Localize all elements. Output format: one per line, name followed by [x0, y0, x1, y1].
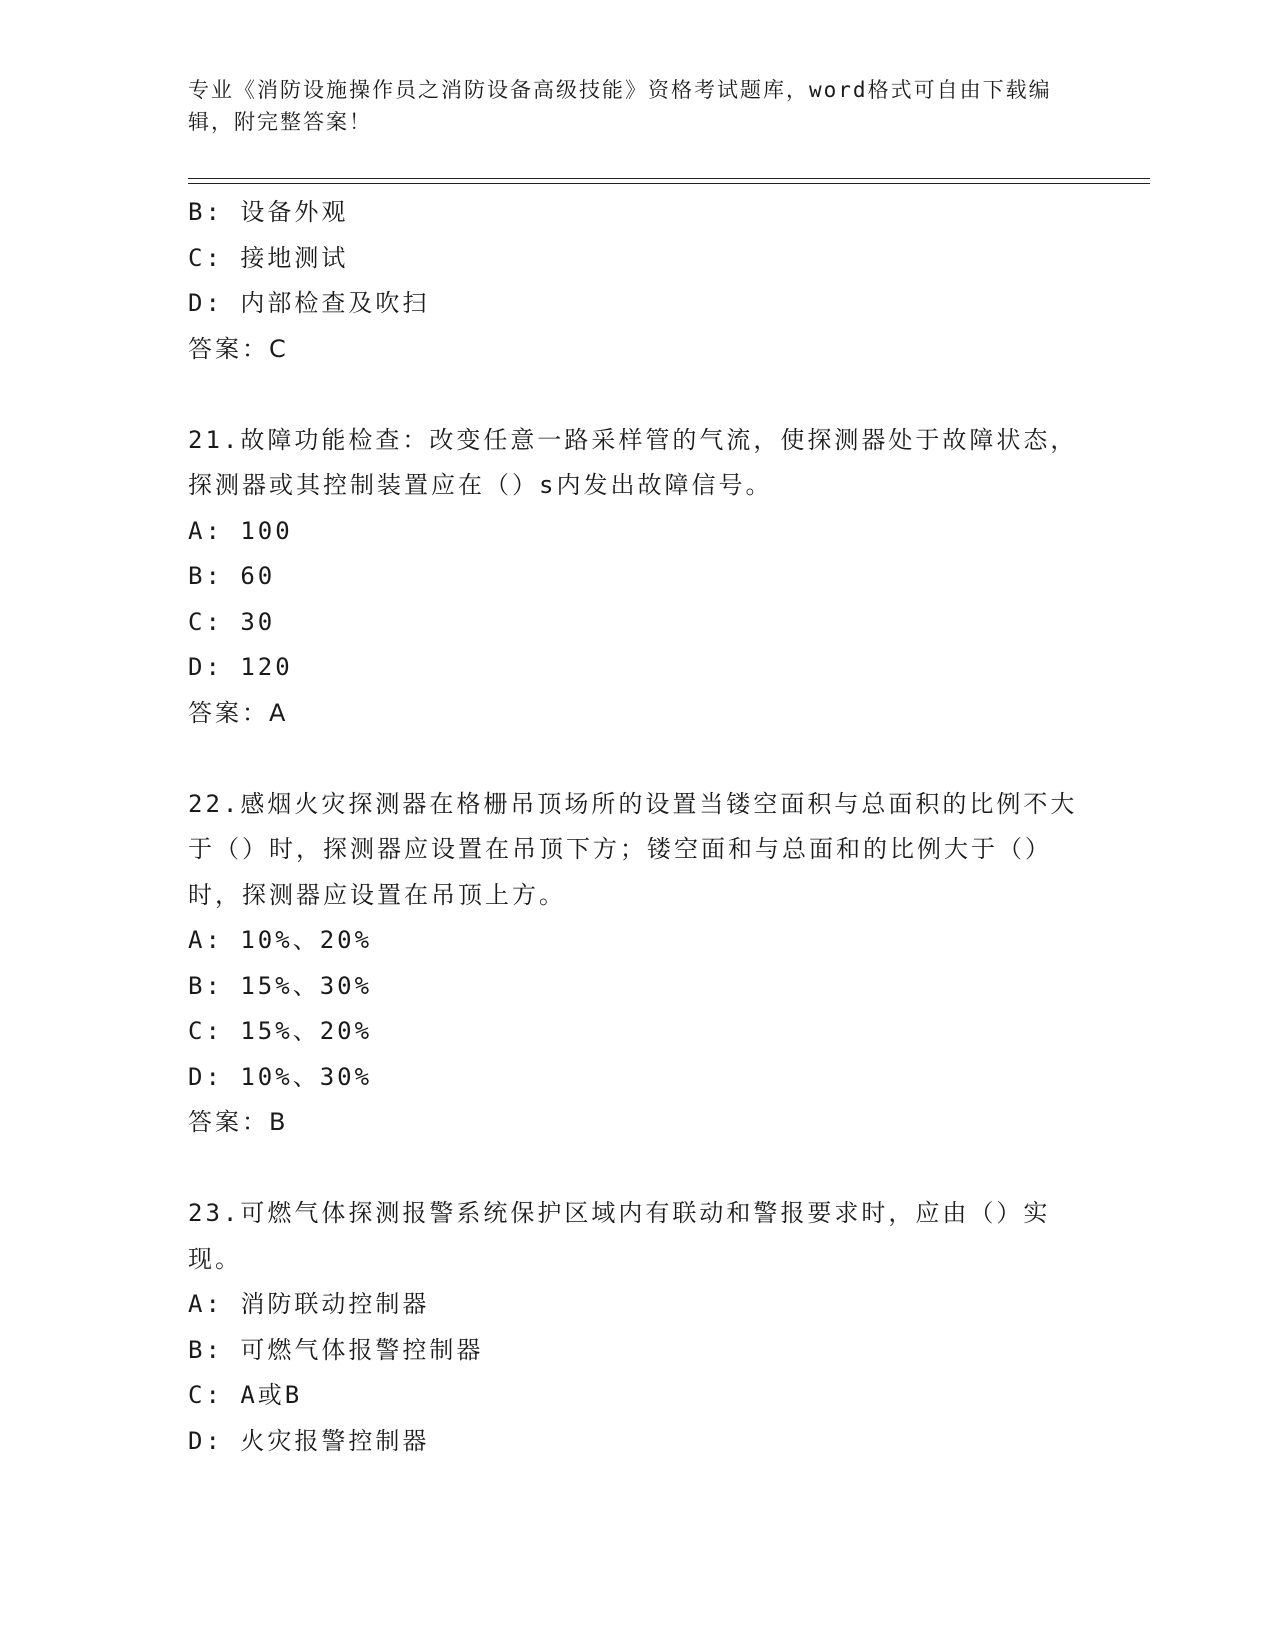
option-b: B: 可燃气体报警控制器: [188, 1335, 484, 1364]
option-c: C: 接地测试: [188, 243, 349, 272]
option-d: D: 120: [188, 653, 293, 681]
option-a: A: 100: [188, 516, 293, 545]
document-header: [188, 74, 1088, 138]
header-rule-bottom: [188, 183, 1150, 184]
option-d: D: 内部检查及吹扫: [188, 289, 430, 317]
previous-question-tail: [188, 190, 1088, 372]
question-text: 21.故障功能检查：改变任意一路采样管的气流，使探测器处于故障状态，探测器或其控制装置应在（）s内发出故障信号。: [188, 425, 1078, 499]
option-b: B: 15%、30%: [188, 971, 373, 1000]
option-c: C: 15%、20%: [188, 1017, 373, 1045]
answer-line: 答案：A: [188, 698, 289, 727]
spacer: [188, 736, 1088, 782]
header-rule-top: [188, 178, 1150, 179]
option-a: A: 消防联动控制器: [188, 1290, 430, 1318]
option-d: D: 火灾报警控制器: [188, 1426, 430, 1455]
answer-line: 答案：B: [188, 1108, 289, 1136]
spacer: [188, 372, 1088, 418]
answer-line: 答案：C: [188, 334, 289, 363]
option-d: D: 10%、30%: [188, 1062, 373, 1091]
question-content: [188, 190, 1088, 1464]
option-c: C: A或B: [188, 1381, 303, 1409]
option-a: A: 10%、20%: [188, 926, 373, 954]
option-c: C: 30: [188, 607, 276, 636]
option-b: B: 60: [188, 562, 276, 590]
question-21: [188, 418, 1088, 737]
question-text: 23.可燃气体探测报警系统保护区域内有联动和警报要求时，应由（）实现。: [188, 1199, 1051, 1273]
question-22: [188, 782, 1088, 1146]
option-b: B: 设备外观: [188, 198, 349, 226]
spacer: [188, 1146, 1088, 1192]
question-23: [188, 1191, 1088, 1464]
document-title: 专业《消防设施操作员之消防设备高级技能》资格考试题库，word格式可自由下载编辑，附完整答案！: [188, 78, 1052, 134]
question-text: 22.感烟火灾探测器在格栅吊顶场所的设置当镂空面积与总面积的比例不大于（）时，探测器应设置在吊顶下方；镂空面和与总面和的比例大于（）时，探测器应设置在吊顶上方。: [188, 789, 1078, 909]
